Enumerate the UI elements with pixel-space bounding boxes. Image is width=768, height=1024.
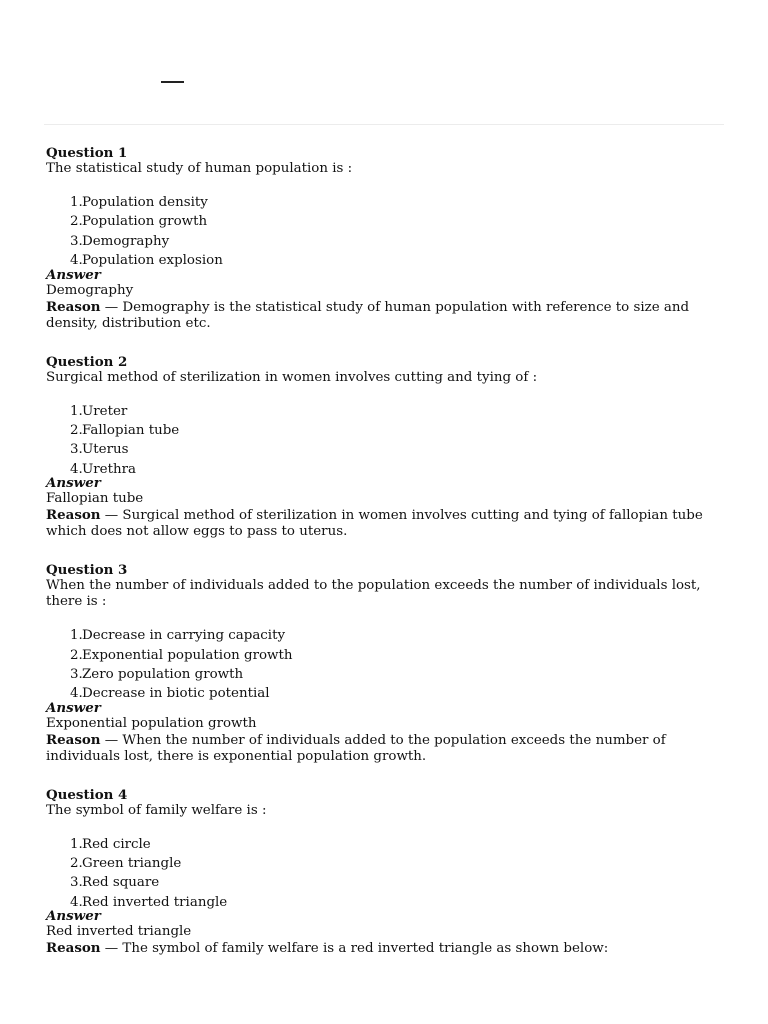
- answer-label: Answer: [46, 699, 101, 716]
- option-item: [46, 854, 726, 873]
- reason-label: Reason: [46, 731, 101, 748]
- option-number: 2.: [70, 214, 83, 230]
- option-number: 1.: [70, 195, 83, 210]
- answer-label: Answer: [46, 266, 101, 283]
- option-label: Ureter: [82, 403, 128, 419]
- option-item: [46, 440, 726, 459]
- answer-label: Answer: [46, 908, 101, 925]
- option-item: [46, 665, 726, 684]
- option-number: 3.: [70, 233, 83, 249]
- reason-label: Reason: [46, 298, 101, 315]
- option-number: 3.: [70, 442, 83, 458]
- question-4: [46, 787, 726, 958]
- option-item: [46, 232, 726, 251]
- reason-text: — The symbol of family welfare is a red inverted triangle as shown below:: [100, 941, 609, 957]
- question-text: The symbol of family welfare is :: [46, 802, 267, 818]
- options-list: [46, 835, 726, 913]
- reason-paragraph: [46, 299, 726, 332]
- option-label: Population growth: [82, 214, 208, 230]
- question-list: [46, 145, 726, 979]
- option-number: 3.: [70, 875, 83, 891]
- option-item: [46, 193, 726, 212]
- reason-label: Reason: [46, 940, 101, 957]
- option-number: 4.: [70, 461, 83, 477]
- question-3: [46, 562, 726, 765]
- option-label: Population explosion: [82, 253, 223, 269]
- option-label: Red circle: [82, 836, 151, 852]
- header-divider: [44, 124, 724, 125]
- option-number: 2.: [70, 856, 83, 872]
- option-item: [46, 212, 726, 231]
- question-text: Surgical method of sterilization in women involves cutting and tying of :: [46, 369, 538, 385]
- reason-paragraph: [46, 732, 726, 765]
- question-heading: Question 3: [46, 562, 128, 579]
- question-1: [46, 145, 726, 332]
- option-label: Green triangle: [82, 856, 182, 872]
- option-label: Red square: [82, 875, 160, 891]
- answer-label: Answer: [46, 475, 101, 492]
- option-label: Decrease in carrying capacity: [82, 628, 286, 644]
- option-item: [46, 421, 726, 440]
- reason-paragraph: [46, 940, 726, 957]
- options-list: [46, 402, 726, 480]
- options-list: [46, 193, 726, 271]
- question-text: When the number of individuals added to the population exceeds the number of individuals lost, there is :: [46, 578, 701, 610]
- question-heading: Question 4: [46, 786, 128, 803]
- option-label: Demography: [82, 233, 170, 249]
- option-label: Decrease in biotic potential: [82, 686, 270, 702]
- option-item: [46, 626, 726, 645]
- option-item: [46, 402, 726, 421]
- option-number: 2.: [70, 647, 83, 663]
- option-label: Urethra: [82, 461, 137, 477]
- option-label: Uterus: [82, 442, 129, 458]
- option-number: 4.: [70, 253, 83, 269]
- option-item: [46, 835, 726, 854]
- option-number: 1.: [70, 836, 83, 852]
- answer-text: Fallopian tube: [46, 491, 144, 507]
- question-text: The statistical study of human population is :: [46, 161, 353, 176]
- option-label: Fallopian tube: [82, 422, 180, 438]
- option-number: 2.: [70, 422, 83, 438]
- option-item: [46, 646, 726, 665]
- answer-text: Red inverted triangle: [46, 924, 192, 940]
- option-number: 1.: [70, 628, 83, 644]
- reason-paragraph: [46, 507, 726, 540]
- answer-text: Exponential population growth: [46, 715, 257, 731]
- header-mark: [161, 81, 184, 83]
- question-heading: Question 1: [46, 145, 128, 161]
- option-label: Zero population growth: [82, 666, 244, 682]
- question-heading: Question 2: [46, 353, 128, 370]
- reason-text: — Demography is the statistical study of human population with reference to size and density, distribution etc.: [46, 299, 690, 331]
- question-2: [46, 354, 726, 541]
- option-number: 3.: [70, 666, 83, 682]
- reason-text: — When the number of individuals added to the population exceeds the number of individuals lost, there is exponential population growth.: [46, 732, 666, 764]
- option-number: 4.: [70, 686, 83, 702]
- option-label: Red inverted triangle: [82, 894, 228, 910]
- option-number: 4.: [70, 894, 83, 910]
- option-label: Exponential population growth: [82, 647, 293, 663]
- answer-text: Demography: [46, 282, 134, 298]
- reason-label: Reason: [46, 507, 101, 524]
- options-list: [46, 626, 726, 704]
- reason-text: — Surgical method of sterilization in women involves cutting and tying of fallopian tube which does not allow eggs to pass to uterus.: [46, 508, 703, 540]
- option-label: Population density: [82, 195, 208, 210]
- option-number: 1.: [70, 403, 83, 419]
- option-item: [46, 873, 726, 892]
